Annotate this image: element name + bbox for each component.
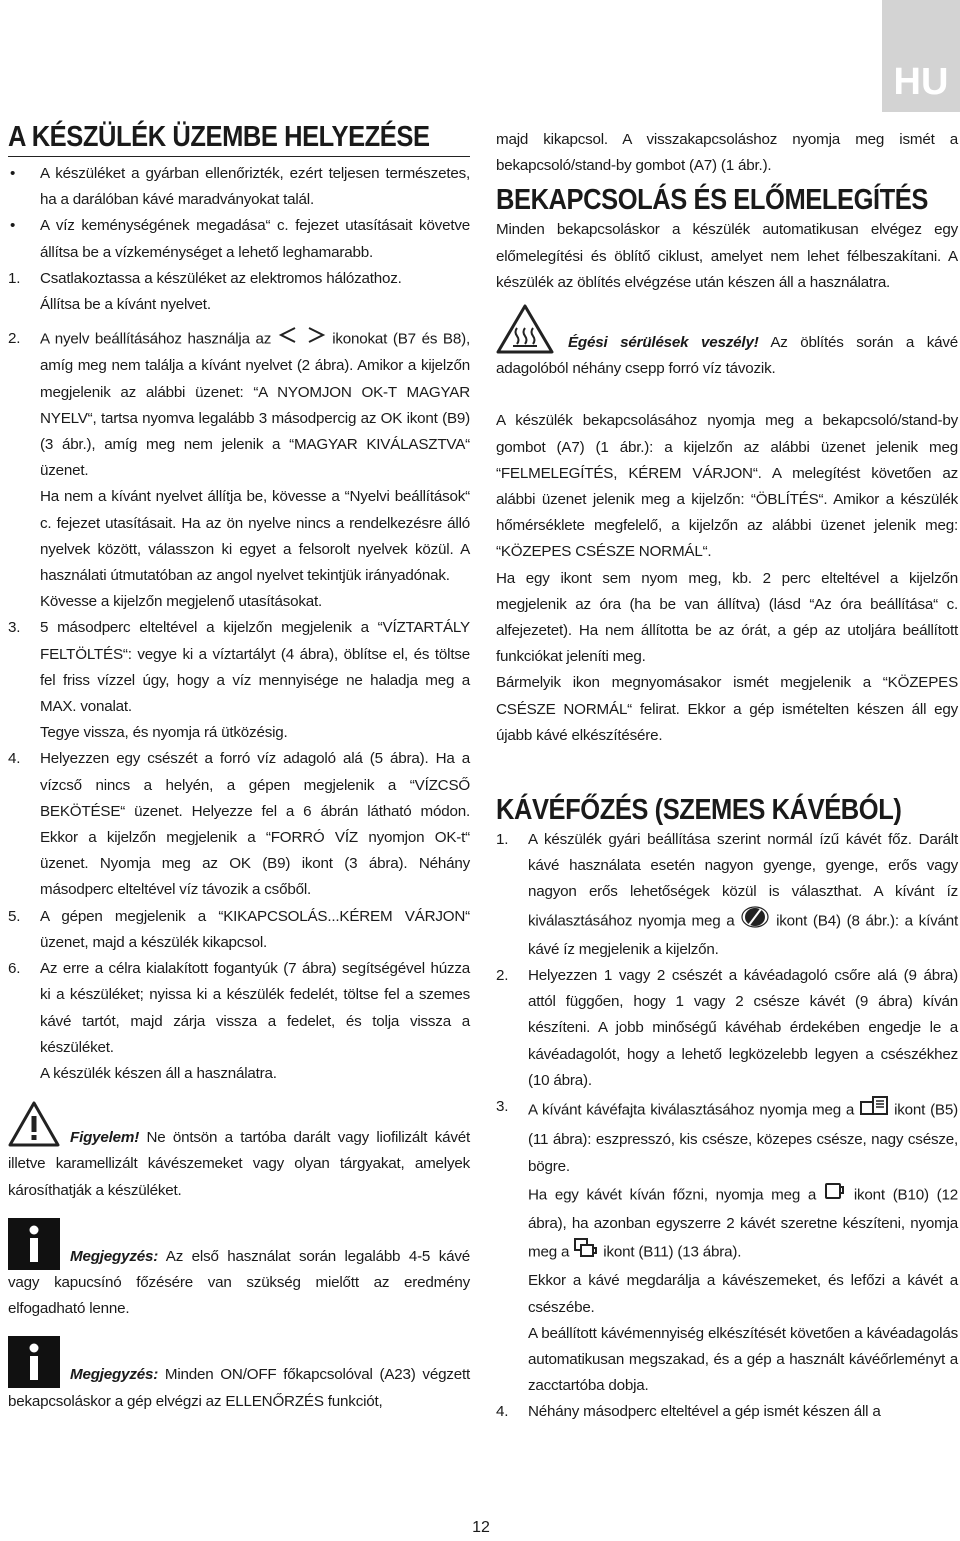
coffee-step-4: 4. Néhány másodperc elteltével a gép ismét készen áll a <box>496 1403 881 1421</box>
power-on-paragraph: A készülék bekapcsolásához nyomja meg a bekapcsoló/stand-by gombot (A7) (1 ábr.): a kijelzőn az alábbi üzenet jelenik meg “FELMELEGÍTÉS, KÉREM VÁRJON“. A melegítést követően az alábbi üzenet jelenik meg a kijelzőn: “ÖBLÍTÉS“. Amikor a készülék hőmérséklete megfelelő, a kijelzőn az alábbi üzenet jelenik meg: “KÖZEPES CSÉSZE NORMÁL“. <box>496 412 958 561</box>
cup-size-icon <box>859 1094 889 1127</box>
coffee-step-1: 1. A készülék gyári beállítása szerint normál ízű kávét főz. Darált kávé használata esetén nagyon gyenge, gyenge, erős vagy nagyon erős lehetőségek közül is választhat. A kívánt íz kiválasztásához nyomja meg a ikont (B4) (8 ábr.): a kívánt kávé íz megjelenik a kijelzőn. <box>496 831 958 958</box>
note-label: Megjegyzés: <box>70 1247 159 1265</box>
coffee-step-3: 3. A kívánt kávéfajta kiválasztásához nyomja meg a ikont (B5) (11 ábra): eszpresszó, kis csésze, közepes csésze, nagy csésze, bögre. Ha egy kávét kíván főzni, nyomja meg a ikont (B10) (12 ábra), ha azonban egyszerre 2 kávét szeretne készíteni, nyomja meg a ikont (B11) (13 ábra). Ekkor a kávé megdarálja a kávészemeket, és lefőzi a kávét a csészébe. A beállított kávémennyiség elkészítését követően a kávéadagolás automatikusan megszakad, és a gép a használt kávéőrleményt a zacctartóba dobja. <box>496 1094 958 1399</box>
right-column <box>496 127 958 1426</box>
aroma-icon <box>740 906 770 937</box>
bullet-item: • A víz keménységének megadása“ c. fejezet utasításait követve állítsa be a vízkeménységet a lehető leghamarabb. <box>10 217 470 261</box>
preheat-paragraph: Minden bekapcsoláskor a készülék automatikusan elvégez egy előmelegítési és öblítő ciklust, amelyet nem lehet félbeszakítani. A készülék az öblítés elvégzése után készen áll a használatra. <box>496 221 958 291</box>
section-heading-power-on: BEKAPCSOLÁS ÉS ELŐMELEGÍTÉS <box>496 184 928 217</box>
step-2: 2. A nyelv beállításához használja az ikonokat (B7 és B8), amíg meg nem találja a kívánt nyelvet (2 ábra). Amikor a kijelzőn megjelenik az alábbi üzenet: “A NYOMJON OK-T MAGYAR NYELV“, tartsa nyomva legalább 3 másodpercig az OK ikont (B9) (3 ábr.), amíg meg nem jelenik a “MAGYAR KIVÁLASZTVA“ üzenet. Ha nem a kívánt nyelvet állítja be, kövesse a “Nyelvi beállítások“ c. fejezet utasításait. Ha az ön nyelve nincs a rendelkezésre álló nyelvek között, válasszon ki egyet a felsorolt nyelvek közül. A használati útmutatóban az angol nyelvet tekintjük irányadónak. Kövesse a kijelzőn megjelenő utasításokat. <box>8 326 470 615</box>
coffee-step-2: 2. Helyezzen 1 vagy 2 csészét a kávéadagoló csőre alá (9 ábra) attól függően, hogy 1 vagy 2 csésze kávét (9 ábra) kíván készíteni. A jobb minőségű kávéhab érdekében engedje le a kávéadagolót, hogy a lehető legközelebb legyen a csészékhez (10 ábra). <box>496 967 958 1089</box>
arrow-left-icon <box>277 326 299 353</box>
continuation-text: majd kikapcsol. A visszakapcsoláshoz nyomja meg ismét a bekapcsoló/stand-by gombot (A7) (1 ábr.). <box>496 131 958 175</box>
note-label: Megjegyzés: <box>70 1366 159 1384</box>
hot-label: Égési sérülések veszély! <box>568 334 759 352</box>
step-6: 6. Az erre a célra kialakított fogantyúk (7 ábra) segítségével húzza ki a készüléket; nyissa ki a készülék fedelét, töltse fel a szemes kávé tartót, majd zárja vissza a fedelet, és tolja vissza a készüléket. A készülék készen áll a használatra. <box>8 960 470 1082</box>
page-number: 12 <box>472 1519 490 1536</box>
step-4: 4. Helyezzen egy csészét a forró víz adagoló alá (5 ábra). Ha a vízcső nincs a helyén, a gépen megjelenik a “VÍZCSŐ BEKÖTÉSE“ üzenet. Helyezze fel a 6 ábrán látható módon. Ekkor a kijelzőn megjelenik a “FORRÓ VÍZ nyomjon OK-t“ üzenet. Nyomja meg az OK (B9) ikont (3 ábra). Néhány másodperc elteltével víz távozik a csőből. <box>8 750 470 899</box>
language-tab <box>882 0 960 112</box>
step-5: 5. A gépen megjelenik a “KIKAPCSOLÁS...KÉREM VÁRJON“ üzenet, majd a készülék kikapcsol. <box>8 907 470 951</box>
warning-label: Figyelem! <box>70 1129 140 1147</box>
step-3: 3. 5 másodperc elteltével a kijelzőn megjelenik a “VÍZTARTÁLY FELTÖLTÉS“: vegye ki a víztartályt (4 ábra), öblítse el, és töltse fel friss vízzel úgy, hogy a víz mennyisége ne haladja meg a MAX. vonalat. Tegye vissza, és nyomja rá ütközésig. <box>8 619 470 742</box>
arrow-right-icon <box>305 326 327 353</box>
two-cups-icon <box>573 1237 599 1268</box>
left-column <box>8 120 470 1415</box>
step-1: 1. Csatlakoztassa a készüléket az elektromos hálózathoz. Állítsa be a kívánt nyelvet. <box>8 269 402 314</box>
info-icon <box>8 1336 60 1397</box>
clock-paragraph: Ha egy ikont sem nyom meg, kb. 2 perc elteltével a kijelzőn megjelenik az óra (ha be van állítva) (lásd “Az óra beállítása“ c. alfejezetet). Ha nem állította be az órát, a gép az utoljára beállított funkciókat jeleníti meg. <box>496 569 958 666</box>
info-icon <box>8 1218 60 1279</box>
warning-triangle-icon <box>8 1101 60 1156</box>
section-heading-coffee: KÁVÉFŐZÉS (SZEMES KÁVÉBÓL) <box>496 794 902 827</box>
note-on-off: Megjegyzés: Minden ON/OFF főkapcsolóval (A23) végzett bekapcsoláskor a gép elvégzi az ELLENŐRZÉS funkciót, <box>8 1336 470 1414</box>
hot-surface-icon <box>496 304 554 363</box>
ready-paragraph: Bármelyik ikon megnyomásakor ismét megjelenik a “KÖZEPES CSÉSZE NORMÁL“ felirat. Ekkor a gép ismételten készen áll egy újabb kávé elkészítésére. <box>496 674 958 744</box>
language-code: HU <box>893 61 949 103</box>
section-heading-setup: A KÉSZÜLÉK ÜZEMBE HELYEZÉSE <box>8 120 470 157</box>
bullet-item: • A készüléket a gyárban ellenőrizték, ezért teljesen természetes, ha a darálóban kávé maradványokat talál. <box>10 165 470 209</box>
hot-surface-warning: Égési sérülések veszély! Az öblítés során a kávé adagolóból néhány csepp forró víz távozik. <box>496 304 958 382</box>
note-first-use: Megjegyzés: Az első használat során legalább 4-5 kávé vagy kapucsínó főzésére van szükség mielőtt az eredmény elfogadható lenne. <box>8 1218 470 1323</box>
warning-notice: Figyelem! Ne öntsön a tartóba darált vagy liofilizált kávét illetve karamellizált kávészemeket vagy olyan tárgyakat, amelyek károsíthatják a készüléket. <box>8 1101 470 1204</box>
one-cup-icon <box>824 1180 846 1211</box>
